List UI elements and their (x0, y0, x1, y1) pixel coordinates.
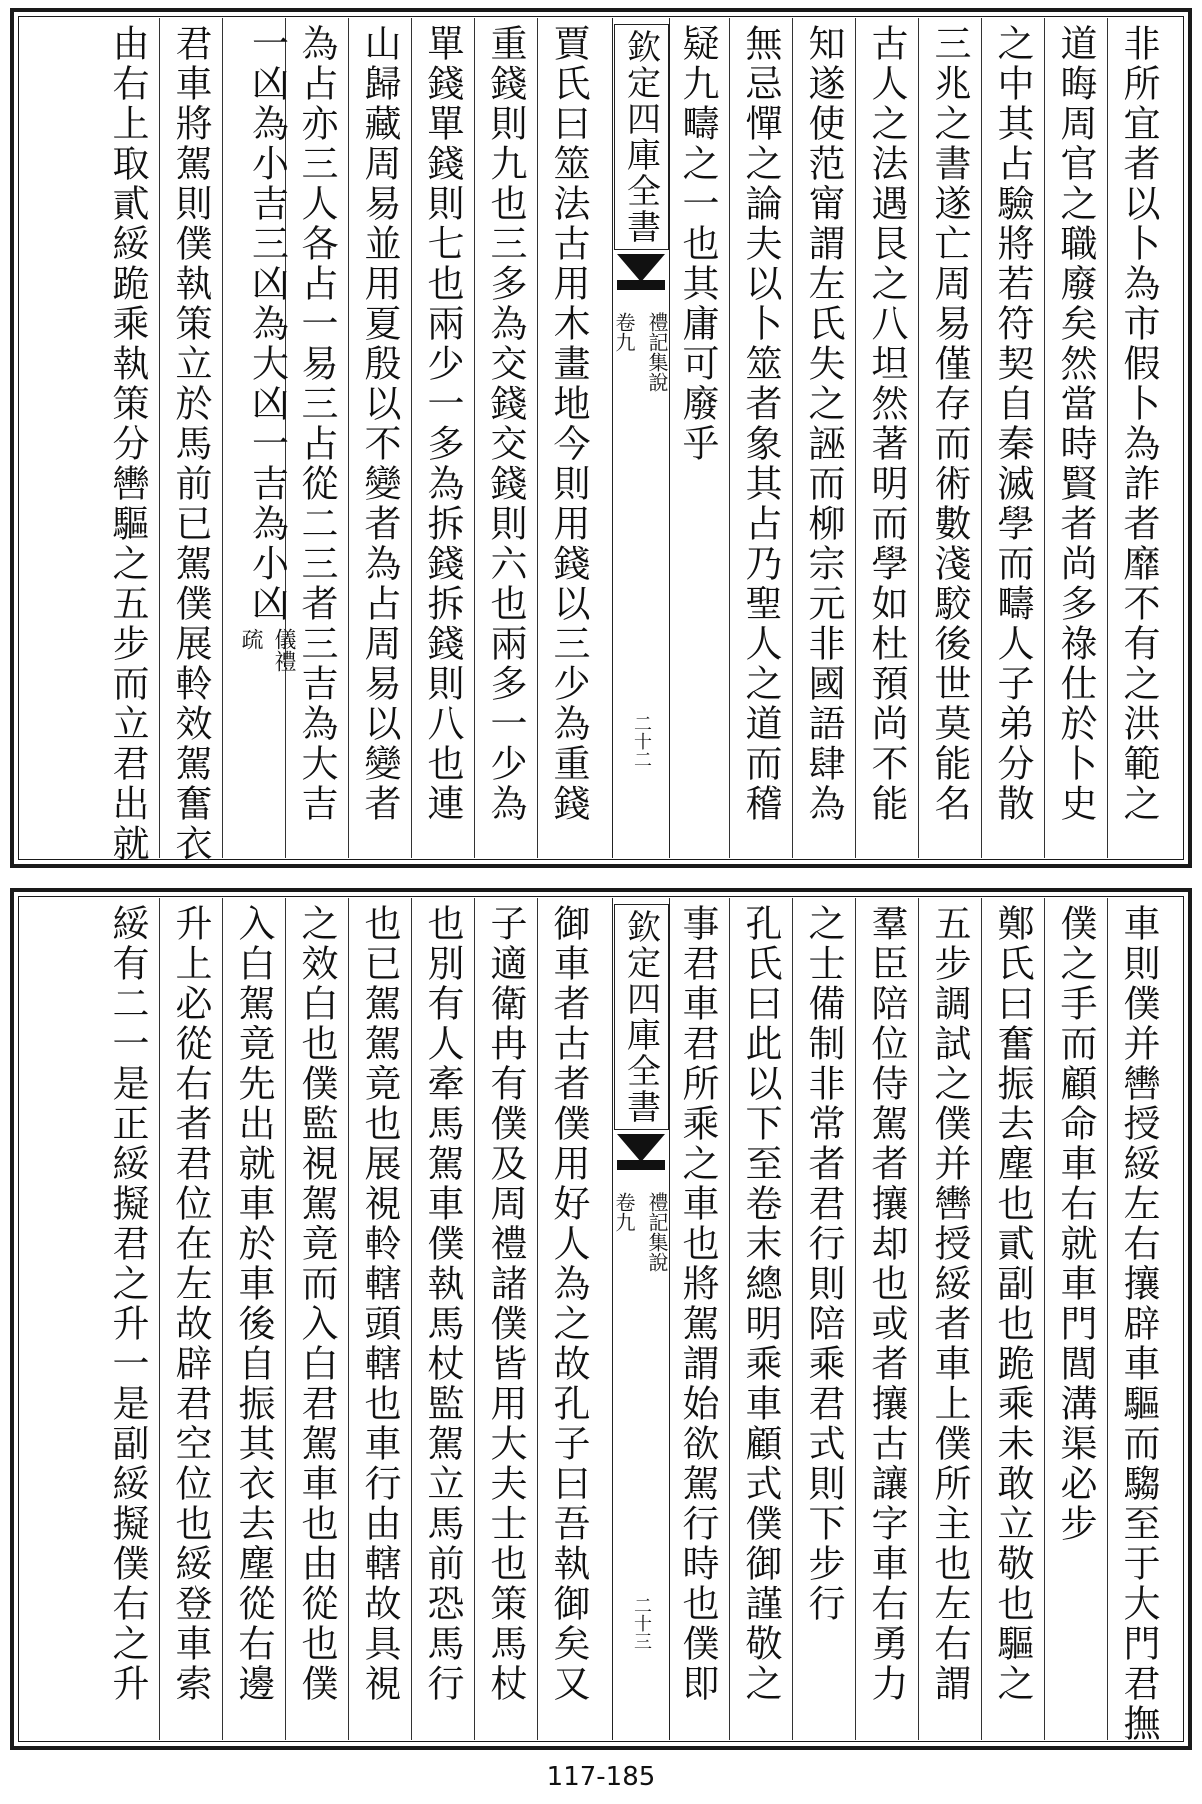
column-text: 入白駕竟先出就車於車後自振其衣去塵從右邊 (232, 904, 275, 1704)
column-text: 孔氏曰此以下至卷末總明乘車顧式僕御謹敬之 (739, 904, 782, 1704)
column-rule (729, 18, 730, 858)
column-text: 無忌憚之論夫以卜筮者象其占乃聖人之道而稽 (739, 24, 782, 824)
column-rule (1044, 898, 1045, 1740)
column-text: 山歸藏周易並用夏殷以不變者為占周易以變者 (358, 24, 401, 824)
column-rule (474, 18, 475, 858)
column-rule (222, 18, 223, 858)
column-rule (474, 898, 475, 1740)
center-fold (612, 18, 670, 858)
book-title: 禮記集說 (645, 1192, 669, 1272)
column-text: 一凶為小吉三凶為大凶一吉為小凶 儀禮 疏 (235, 24, 299, 852)
column-text: 鄭氏曰奮振去塵也貳副也跪乘未敢立敬也驅之 (991, 904, 1034, 1704)
column-text: 五步調試之僕并轡授綏者車上僕所主也左右謂 (928, 904, 971, 1704)
lower-page (10, 888, 1192, 1750)
center-fold (612, 898, 670, 1740)
column-rule (981, 18, 982, 858)
column-text: 為占亦三人各占一易三占從二三者三吉為大吉 (295, 24, 338, 824)
column-text: 單錢單錢則七也兩少一多為拆錢拆錢則八也連 (421, 24, 464, 824)
series-title: 欽定四庫全書 (614, 24, 669, 250)
column-text: 之中其占驗將若符契自秦滅學而疇人子弟分散 (991, 24, 1034, 824)
column-rule (159, 898, 160, 1740)
column-rule (729, 898, 730, 1740)
column-text: 疑九疇之一也其庸可廢乎 (676, 24, 719, 464)
column-text: 君車將駕則僕執策立於馬前已駕僕展軨效駕奮衣 (169, 24, 212, 864)
book-title: 禮記集說 (645, 312, 669, 392)
column-text: 事君車君所乘之車也將駕謂始欲駕行時也僕即 (676, 904, 719, 1704)
column-text: 也已駕駕竟也展視軨轄頭轄也車行由轄故具視 (358, 904, 401, 1704)
column-rule (855, 18, 856, 858)
column-text: 非所宜者以卜為市假卜為詐者靡不有之洪範之 (1117, 24, 1160, 824)
column-rule (285, 898, 286, 1740)
column-rule (348, 898, 349, 1740)
column-text: 之士備制非常者君行則陪乘君式則下步行 (802, 904, 845, 1624)
page-number: 117-185 (546, 1762, 656, 1792)
column-rule (918, 898, 919, 1740)
series-title: 欽定四庫全書 (614, 904, 669, 1130)
fish-tail-bar (617, 1160, 665, 1170)
column-rule (918, 18, 919, 858)
column-rule (537, 18, 538, 858)
column-rule (348, 18, 349, 858)
column-rule (792, 18, 793, 858)
column-rule (981, 898, 982, 1740)
column-rule (411, 18, 412, 858)
column-text: 升上必從右者君位在左故辟君空位也綏登車索 (169, 904, 212, 1704)
column-text: 知遂使范甯謂左氏失之誣而柳宗元非國語肆為 (802, 24, 845, 824)
column-text: 僕之手而顧命車右就車門閭溝渠必步 (1054, 904, 1097, 1544)
folio-number: 二十二 (631, 714, 652, 768)
column-rule (159, 18, 160, 858)
book-meta (610, 1192, 672, 1272)
column-text: 羣臣陪位侍駕者攘却也或者攘古讓字車右勇力 (865, 904, 908, 1704)
upper-page (10, 8, 1192, 868)
book-meta (610, 312, 672, 392)
column-text: 賈氏曰筮法古用木畫地今則用錢以三少為重錢 (547, 24, 590, 824)
column-rule (1107, 898, 1108, 1740)
volume-label: 卷九 (612, 1192, 636, 1232)
column-rule (537, 898, 538, 1740)
volume-label: 卷九 (612, 312, 636, 352)
fish-tail-mark (617, 254, 665, 282)
column-text: 御車者古者僕用好人為之故孔子曰吾執御矣又 (547, 904, 590, 1704)
fish-tail-mark (617, 1134, 665, 1162)
column-rule (792, 898, 793, 1740)
column-text: 子適衛冉有僕及周禮諸僕皆用大夫士也策馬杖 (484, 904, 527, 1704)
column-text: 也別有人牽馬駕車僕執馬杖監駕立馬前恐馬行 (421, 904, 464, 1704)
column-text: 道晦周官之職廢矣然當時賢者尚多祿仕於卜史 (1054, 24, 1097, 824)
column-rule (222, 898, 223, 1740)
column-text: 三兆之書遂亡周易僅存而術數淺駮後世莫能名 (928, 24, 971, 824)
source-note: 儀禮 疏 (238, 628, 296, 672)
folio-number: 二十三 (631, 1596, 652, 1650)
column-text: 綏有二一是正綏擬君之升一是副綏擬僕右之升 (106, 904, 149, 1704)
column-rule (855, 898, 856, 1740)
column-text: 重錢則九也三多為交錢交錢則六也兩多一少為 (484, 24, 527, 824)
column-rule (1044, 18, 1045, 858)
column-rule (1107, 18, 1108, 858)
column-text: 由右上取貳綏跪乘執策分轡驅之五步而立君出就 (106, 24, 149, 864)
column-text: 古人之法遇艮之八坦然著明而學如杜預尚不能 (865, 24, 908, 824)
column-rule (411, 898, 412, 1740)
column-text: 之效白也僕監視駕竟而入白君駕車也由從也僕 (295, 904, 338, 1704)
column-text: 車則僕并轡授綏左右攘辟車驅而騶至于大門君撫 (1117, 904, 1160, 1744)
fish-tail-bar (617, 280, 665, 290)
